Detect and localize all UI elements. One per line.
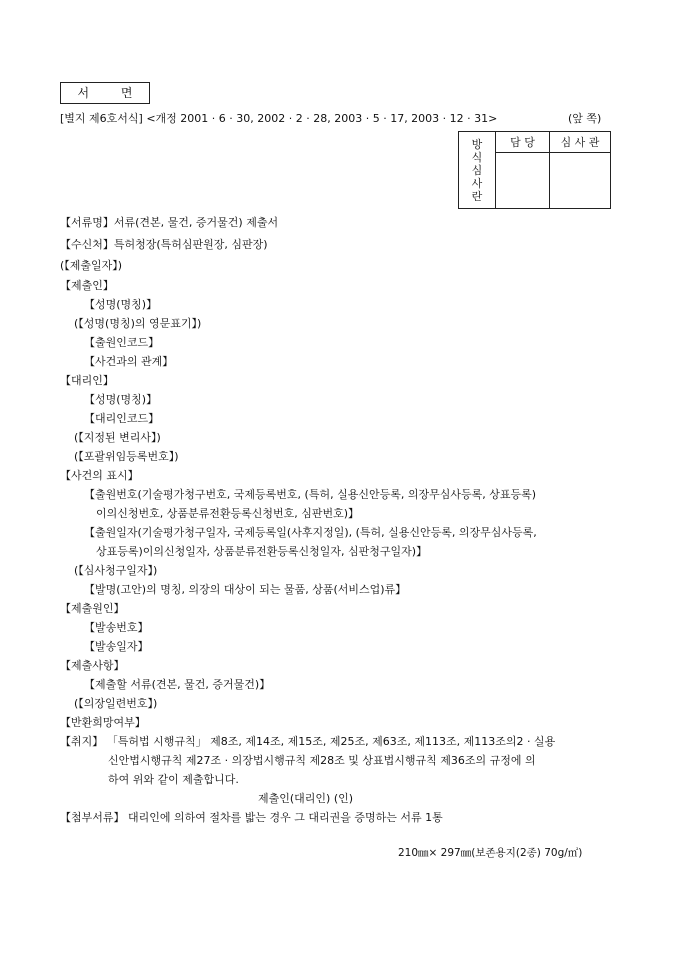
doc-line-document-name: 【서류명】서류(견본, 물건, 증거물건) 제출서 xyxy=(60,216,279,229)
doc-line-submission-cause: 【제출원인】 xyxy=(60,602,125,615)
doc-line-return-wish: 【반환희망여부】 xyxy=(60,716,146,729)
doc-line-submitter-name: 【성명(명칭)】 xyxy=(84,298,158,311)
doc-line-dispatch-number: 【발송번호】 xyxy=(84,621,149,634)
doc-line-application-number: 【출원번호(기술평가청구번호, 국제등록번호, (특허, 실용신안등록, 의장무심사등록, 상표등록) xyxy=(84,488,536,501)
approval-cell-examiner xyxy=(550,153,611,209)
doc-line-submitter-signature: 제출인(대리인) (인) xyxy=(258,792,354,805)
doc-line-purpose-cont-2: 하여 위와 같이 제출합니다. xyxy=(108,773,239,786)
approval-side-char: 사 xyxy=(471,176,483,190)
approval-side-char: 방 xyxy=(471,137,483,151)
doc-line-purpose-cont-1: 신안법시행규칙 제27조 · 의장법시행규칙 제28조 및 상표법시행규칙 제36조의 규정에 의 xyxy=(108,754,536,767)
approval-side-label xyxy=(459,132,496,209)
doc-line-designated-attorney: (【지정된 변리사】) xyxy=(74,431,161,444)
doc-line-applicant-code: 【출원인코드】 xyxy=(84,336,160,349)
doc-line-design-serial-number: (【의장일련번호】) xyxy=(74,697,158,710)
doc-line-submission-items: 【제출사항】 xyxy=(60,659,125,672)
doc-line-recipient: 【수신처】특허청장(특허심판원장, 심판장) xyxy=(60,238,268,251)
doc-line-agent: 【대리인】 xyxy=(60,374,114,387)
doc-line-agent-name: 【성명(명칭)】 xyxy=(84,393,158,406)
approval-side-char: 식 xyxy=(471,150,483,164)
doc-line-application-date-cont: 상표등록)이의신청일자, 상품분류전환등록신청일자, 심판청구일자)】 xyxy=(96,545,428,558)
approval-col-examiner: 심 사 관 xyxy=(550,132,611,153)
doc-line-exam-request-date: (【심사청구일자】) xyxy=(74,564,158,577)
approval-cell-handler xyxy=(496,153,550,209)
form-title: 서 면 xyxy=(60,82,150,104)
doc-line-submitter-english-name: (【성명(명칭)의 영문표기】) xyxy=(74,317,202,330)
form-header: [별지 제6호서식] <개정 2001 · 6 · 30, 2002 · 2 · 28, 2003 · 5 · 17, 2003 · 12 · 31> xyxy=(60,112,498,125)
page-side-label: (앞 쪽) xyxy=(568,112,602,125)
doc-line-attachments: 【첨부서류】 대리인에 의하여 절차를 밟는 경우 그 대리권을 증명하는 서류 1통 xyxy=(60,811,443,824)
doc-line-dispatch-date: 【발송일자】 xyxy=(84,640,149,653)
doc-line-submission-date: (【제출일자】) xyxy=(60,259,123,272)
doc-line-application-date: 【출원일자(기술평가청구일자, 국제등록일(사후지정일), (특허, 실용신안등록, 의장무심사등록, xyxy=(84,526,537,539)
doc-line-case-relation: 【사건과의 관계】 xyxy=(84,355,174,368)
doc-line-documents-to-submit: 【제출할 서류(견본, 물건, 증거물건)】 xyxy=(84,678,271,691)
approval-col-handler: 담 당 xyxy=(496,132,550,153)
approval-side-char: 심 xyxy=(471,163,483,177)
doc-line-application-number-cont: 이의신청번호, 상품분류전환등록신청번호, 심판번호)】 xyxy=(96,507,360,520)
doc-line-submitter: 【제출인】 xyxy=(60,279,114,292)
doc-line-case-indication: 【사건의 표시】 xyxy=(60,469,139,482)
approval-side-char: 란 xyxy=(471,189,483,203)
paper-spec: 210㎜× 297㎜(보존용지(2종) 70g/㎡) xyxy=(398,847,583,859)
approval-box xyxy=(458,131,611,209)
doc-line-agent-code: 【대리인코드】 xyxy=(84,412,160,425)
doc-line-purpose: 【취지】 「특허법 시행규칙」 제8조, 제14조, 제15조, 제25조, 제63조, 제113조, 제113조의2 · 실용 xyxy=(60,735,556,748)
doc-line-general-power-number: (【포괄위임등록번호】) xyxy=(74,450,179,463)
doc-line-invention-title: 【발명(고안)의 명칭, 의장의 대상이 되는 물품, 상품(서비스업)류】 xyxy=(84,583,407,596)
